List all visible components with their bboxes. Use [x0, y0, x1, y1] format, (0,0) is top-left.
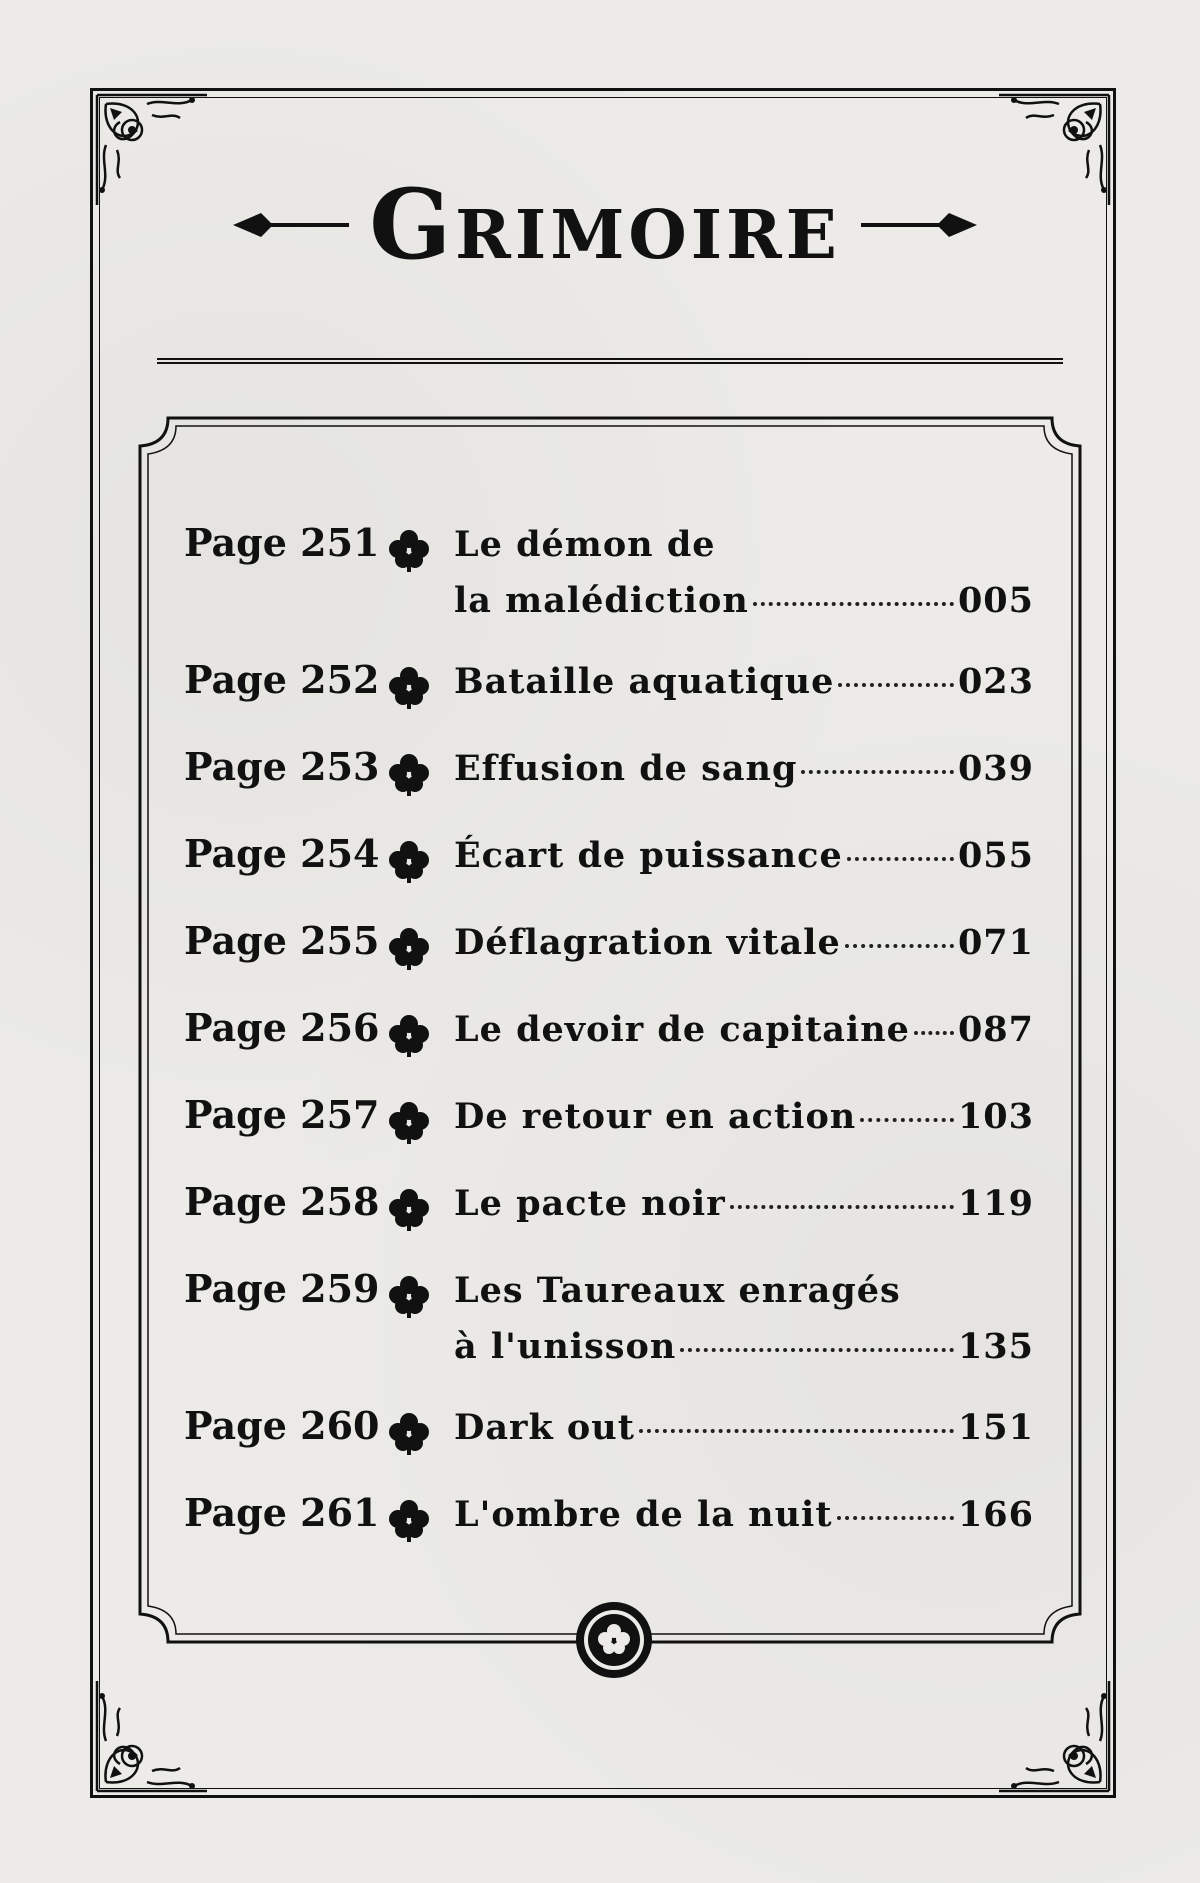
chapter-label: Page 261 [184, 1490, 380, 1535]
chapter-title-cont: la malédiction [454, 580, 749, 621]
toc-entry [184, 657, 1034, 717]
dot-leader [845, 944, 954, 948]
clover-icon [386, 925, 432, 971]
toc-entry [184, 1266, 1034, 1376]
clover-icon [386, 838, 432, 884]
clover-icon [386, 527, 432, 573]
chapter-label: Page 251 [184, 520, 380, 565]
chapter-title: De retour en action [454, 1096, 857, 1137]
page-title: Grimoire [369, 168, 841, 281]
toc-entry [184, 831, 1034, 891]
toc-entry [184, 520, 1034, 630]
clover-icon [386, 1273, 432, 1319]
toc-entry [184, 918, 1034, 978]
page-number: 103 [957, 1096, 1034, 1137]
ornament-corner-icon [92, 1676, 212, 1796]
chapter-label: Page 257 [184, 1092, 380, 1137]
table-of-contents [184, 520, 1034, 1550]
toc-entry [184, 1490, 1034, 1550]
dot-leader [860, 1118, 954, 1122]
page-number: 151 [957, 1407, 1034, 1448]
dot-leader [680, 1348, 954, 1352]
dot-leader [753, 602, 954, 606]
dot-leader [730, 1205, 954, 1209]
chapter-title: Les Taureaux enragés [454, 1270, 901, 1311]
dot-leader [801, 770, 953, 774]
page-number: 166 [957, 1494, 1034, 1535]
title-row [140, 150, 1070, 300]
page-number: 023 [957, 661, 1034, 702]
chapter-title: Déflagration vitale [454, 922, 841, 963]
chapter-title: Le pacte noir [454, 1183, 726, 1224]
page-number: 071 [957, 922, 1034, 963]
chapter-label: Page 256 [184, 1005, 380, 1050]
chapter-title: L'ombre de la nuit [454, 1494, 833, 1535]
dot-leader [837, 1516, 954, 1520]
toc-entry [184, 744, 1034, 804]
clover-icon [386, 1099, 432, 1145]
chapter-label: Page 255 [184, 918, 380, 963]
chapter-title: Écart de puissance [454, 835, 843, 876]
chapter-label: Page 254 [184, 831, 380, 876]
title-ornament-left-icon [231, 205, 351, 245]
dot-leader [914, 1031, 954, 1035]
chapter-title: Effusion de sang [454, 748, 798, 789]
chapter-label: Page 253 [184, 744, 380, 789]
page-number: 005 [957, 580, 1034, 621]
toc-entry [184, 1403, 1034, 1463]
chapter-title: Le devoir de capitaine [454, 1009, 910, 1050]
clover-icon [386, 664, 432, 710]
clover-icon [386, 1186, 432, 1232]
clover-icon [386, 1497, 432, 1543]
page-number: 055 [957, 835, 1034, 876]
dot-leader [639, 1429, 954, 1433]
toc-entry [184, 1179, 1034, 1239]
chapter-title: Le démon de [454, 524, 716, 565]
dot-leader [838, 683, 954, 687]
toc-entry [184, 1005, 1034, 1065]
chapter-title-cont: à l'unisson [454, 1326, 677, 1367]
ornament-corner-icon [994, 1676, 1114, 1796]
clover-icon [386, 1410, 432, 1456]
page-number: 087 [957, 1009, 1034, 1050]
chapter-label: Page 258 [184, 1179, 380, 1224]
page-number: 039 [957, 748, 1034, 789]
chapter-title: Dark out [454, 1407, 635, 1448]
chapter-label: Page 252 [184, 657, 380, 702]
title-ornament-right-icon [859, 205, 979, 245]
chapter-label: Page 259 [184, 1266, 380, 1311]
clover-icon [386, 751, 432, 797]
clover-medallion-icon [574, 1600, 654, 1680]
chapter-title: Bataille aquatique [454, 661, 835, 702]
page-number: 135 [957, 1326, 1034, 1367]
page-number: 119 [957, 1183, 1034, 1224]
dot-leader [847, 857, 954, 861]
chapter-label: Page 260 [184, 1403, 380, 1448]
toc-entry [184, 1092, 1034, 1152]
clover-icon [386, 1012, 432, 1058]
title-divider [157, 358, 1063, 364]
